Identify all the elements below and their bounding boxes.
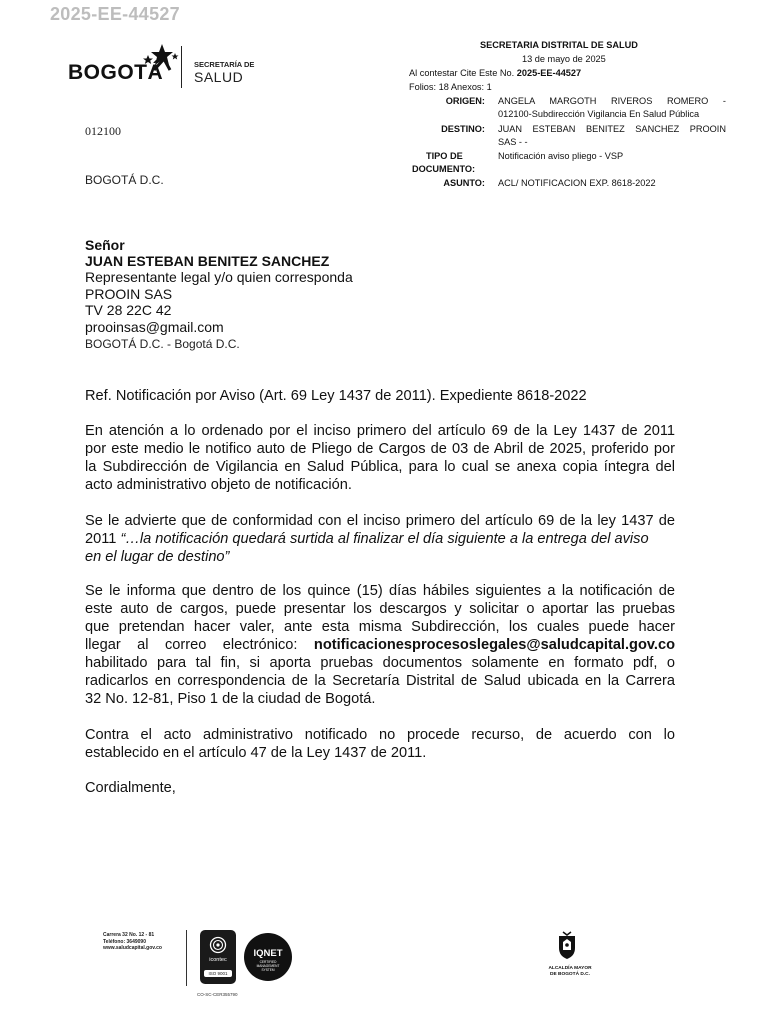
p3-line5: habilitado para tal fin, si aporta pruebas documentos solamente en formato pdf, o — [85, 655, 675, 671]
footer-address-line1: Carrera 32 No. 12 - 81 — [103, 932, 155, 938]
cite-prefix: Al contestar Cite Este No. — [409, 68, 515, 78]
p1-line2: por este medio le notifico auto de Pliego de Cargos de 03 de Abril de 2025, proferido por — [85, 441, 675, 457]
footer-divider — [186, 930, 187, 986]
origen-value-line1: ANGELA MARGOTH RIVEROS ROMERO - — [498, 96, 726, 106]
p2-line2 — [85, 530, 675, 548]
icontec-label: icontec — [209, 957, 227, 963]
salutation: Señor — [85, 237, 125, 253]
certificate-code: CO-SC-CER355790 — [197, 992, 238, 997]
logo-salud: SALUD — [194, 69, 244, 85]
destino-label: DESTINO: — [441, 124, 485, 134]
asunto-label: ASUNTO: — [443, 178, 485, 188]
document-city: BOGOTÁ D.C. — [85, 173, 164, 187]
entity-name: SECRETARIA DISTRITAL DE SALUD — [480, 40, 638, 50]
tipo-label-line2: DOCUMENTO: — [412, 164, 476, 174]
iso-label: ISO 9001 — [204, 970, 232, 977]
alcaldia-line1: ALCALDÍA MAYOR — [548, 966, 592, 971]
iqnet-sub-line1: CERTIFIED — [259, 960, 277, 964]
p3-line3: que pretendan hacer valer, ante esta misma Subdirección, los cuales puede hacer — [85, 619, 675, 635]
destino-value-line2: SAS - - — [498, 137, 528, 147]
p3-line6: radicarlos en correspondencia de la Secretaría Distrital de Salud ubicada en la Carrera — [85, 673, 675, 689]
p4-line2: establecido en el artículo 47 de la Ley 1437 de 2011. — [85, 745, 427, 761]
addressee-role: Representante legal y/o quien corresponda — [85, 269, 353, 285]
footer-website[interactable]: www.saludcapital.gov.co — [103, 945, 162, 951]
addressee-address: TV 28 22C 42 — [85, 302, 172, 318]
tipo-label-line1: TIPO DE — [426, 151, 463, 161]
iqnet-sub-line3: SYSTEM — [261, 968, 275, 972]
p1-line1: En atención a lo ordenado por el inciso primero del artículo 69 de la Ley 1437 de 2011 — [85, 423, 675, 439]
p2-line1: Se le advierte que de conformidad con el inciso primero del artículo 69 de la ley 1437 de — [85, 513, 675, 529]
footer-address — [103, 932, 162, 952]
dependency-code: 012100 — [85, 124, 121, 138]
p3-line2: este auto de cargos, puede presentar los descargos y solicitar o aportar las pruebas — [85, 601, 675, 617]
logo-divider — [181, 46, 182, 88]
iqnet-label: IQNET — [253, 948, 283, 959]
paragraph-2 — [85, 512, 675, 566]
iqnet-sub-line2: MANAGEMENT — [256, 964, 280, 968]
p4-line1: Contra el acto administrativo notificado no procede recurso, de acuerdo con lo — [85, 727, 675, 743]
asunto-value: ACL/ NOTIFICACION EXP. 8618-2022 — [498, 178, 656, 188]
iqnet-sub — [244, 960, 292, 972]
alcaldia-line2: DE BOGOTÁ D.C. — [550, 972, 590, 977]
icontec-badge — [200, 930, 236, 984]
p2-line3: en el lugar de destino” — [85, 549, 230, 565]
cite-line — [409, 68, 581, 78]
origen-value-line2: 012100-Subdirección Vigilancia En Salud Pública — [498, 109, 700, 119]
p3-line7: 32 No. 12-81, Piso 1 de la ciudad de Bogotá. — [85, 691, 376, 707]
paragraph-1 — [85, 422, 675, 494]
logo-secretaria: SECRETARÍA DE — [194, 60, 255, 69]
document-watermark: 2025-EE-44527 — [50, 4, 180, 24]
p3-line1: Se le informa que dentro de los quince (15) días hábiles siguientes a la notificación de — [85, 583, 675, 599]
closing-line: Cordialmente, — [85, 780, 176, 796]
origen-label: ORIGEN: — [445, 96, 485, 106]
paragraph-3 — [85, 582, 675, 708]
notification-email-link[interactable]: notificacionesprocesoslegales@saludcapital.gov.co — [313, 637, 675, 653]
footer-phone: Teléfono: 3649090 — [103, 938, 146, 945]
addressee-company: PROOIN SAS — [85, 286, 173, 302]
logo-wordmark: BOGOTÁ — [68, 61, 164, 84]
p2-line2-year: 2011 — [85, 531, 121, 547]
tipo-value: Notificación aviso pliego - VSP — [498, 151, 624, 161]
addressee-city: BOGOTÁ D.C. - Bogotá D.C. — [85, 337, 240, 351]
reference-line: Ref. Notificación por Aviso (Art. 69 Ley 1437 de 2011). Expediente 8618-2022 — [85, 388, 587, 404]
p2-line2-quote: “…la notificación quedará surtida al finalizar el día siguiente a la entrega del aviso — [120, 531, 649, 547]
folios-line: Folios: 18 Anexos: 1 — [409, 82, 492, 92]
cite-number: 2025-EE-44527 — [516, 68, 582, 78]
p3-line4 — [85, 636, 675, 654]
filing-date: 13 de mayo de 2025 — [522, 54, 606, 64]
addressee-email: prooinsas@gmail.com — [85, 319, 224, 335]
icontec-icon — [209, 936, 227, 954]
p3-line4-text: llegar al correo electrónico: — [85, 637, 314, 653]
addressee-name: JUAN ESTEBAN BENITEZ SANCHEZ — [85, 253, 330, 269]
paragraph-4 — [85, 726, 675, 762]
p1-line4: acto administrativo objeto de notificación. — [85, 477, 352, 493]
filing-metadata — [405, 40, 735, 195]
iqnet-badge — [244, 933, 292, 981]
alcaldia-label — [542, 966, 598, 978]
bogota-coat-of-arms-icon — [556, 930, 578, 960]
p1-line3: la Subdirección de Vigilancia en Salud Pública, para lo cual se anexa copia íntegra del — [85, 459, 675, 475]
destino-value-line1: JUAN ESTEBAN BENITEZ SANCHEZ PROOIN — [498, 124, 726, 134]
